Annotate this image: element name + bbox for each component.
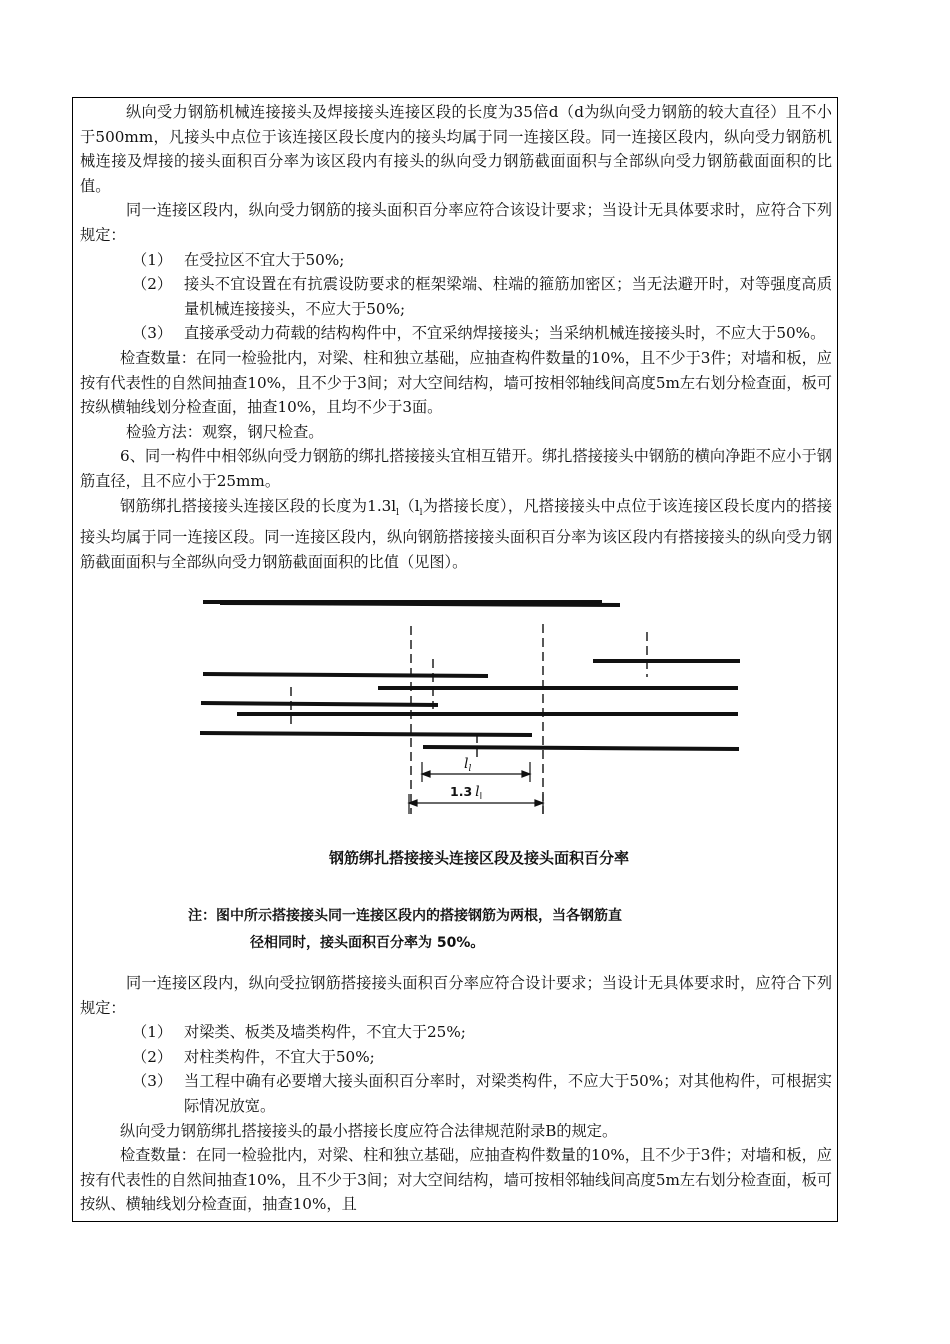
arrow-head	[535, 800, 543, 806]
list-item: （1） 对梁类、板类及墙类构件，不宜大于25%;	[132, 1023, 466, 1042]
document-body-continued	[80, 971, 832, 1217]
rebar-line	[201, 703, 438, 705]
document-body	[80, 100, 832, 886]
rebar-line	[220, 603, 620, 605]
paragraph-min-lap-length: 纵向受力钢筋绑扎搭接接头的最小搭接长度应符合法律规范附录B的规定。	[120, 1121, 618, 1140]
paragraph-lap-splice: 6、同一构件中相邻纵向受力钢筋的绑扎搭接接头宜相互错开。绑扎搭接接头中钢筋的横向净距不应小于钢筋直径，且不应小于25mm。	[80, 447, 832, 490]
list-item: （3） 直接承受动力荷载的结构构件中，不宜采纳焊接接头；当采纳机械连接接头时，不应大于50%。	[132, 324, 826, 343]
dim-label-ll: $l_l$	[464, 756, 472, 775]
paragraph-joint-percentage: 同一连接区段内，纵向受力钢筋的接头面积百分率应符合该设计要求；当设计无具体要求时，应符合下列规定：	[80, 201, 832, 244]
list-item: （3） 当工程中确有必要增大接头面积百分率时，对梁类构件，不应大于50%；对其他构件，可根据实际情况放宽。	[132, 1072, 832, 1115]
rebar-line	[200, 733, 532, 735]
paragraph-tension-splice: 同一连接区段内，纵向受拉钢筋搭接接头面积百分率应符合设计要求；当设计无具体要求时，应符合下列规定：	[80, 974, 832, 1017]
paragraph-inspection-quantity: 检查数量：在同一检验批内，对梁、柱和独立基础，应抽查构件数量的10%，且不少于3件；对墙和板，应按有代表性的自然间抽查10%，且不少于3间；对大空间结构，墙可按相邻轴线间高度5m左右划分检查面，板可按纵横轴线划分检查面，抽查10%，且均不少于3面。	[80, 348, 832, 417]
figure-note-line-2: 径相同时，接头面积百分率为 50%。	[250, 935, 485, 951]
rebar-line	[203, 674, 488, 676]
frame-bottom-rule	[72, 1221, 838, 1222]
paragraph-lap-zone: 钢筋绑扎搭接接头连接区段的长度为$1.3l_l(l_l$为搭接长度），凡搭接接头中点位于该连接区段长度内的搭接接头均属于同一连接区段。同一连接区段内，纵向钢筋搭接接头面积百分率为该区段内有搭接接头的纵向受力钢筋截面面积与全部纵向受力钢筋截面面积的比值（见图）。	[80, 496, 833, 571]
lap-splice-figure	[80, 574, 832, 886]
rule-list-2	[80, 1020, 832, 1118]
rule-list-1	[80, 248, 832, 346]
list-item: （2） 接头不宜设置在有抗震设防要求的框架梁端、柱端的箍筋加密区；当无法避开时，对等强度高质量机械连接接头，不应大于50%;	[132, 275, 832, 318]
arrow-head	[522, 771, 530, 777]
list-item: （2） 对柱类构件，不宜大于50%;	[132, 1047, 375, 1066]
dim-label-1-3ll: 1.3 $l_l$	[450, 784, 483, 803]
arrow-head	[409, 800, 417, 806]
list-item: （1） 在受拉区不宜大于50%;	[132, 250, 345, 269]
lap-splice-diagram	[80, 574, 832, 886]
rebar-line	[423, 747, 739, 749]
paragraph-mechanical-joint: 纵向受力钢筋机械连接接头及焊接接头连接区段的长度为35倍d（d为纵向受力钢筋的较大直径）且不小于500mm，凡接头中点位于该连接区段长度内的接头均属于同一连接区段。同一连接区段内，纵向受力钢筋机械连接及焊接的接头面积百分率为该区段内有接头的纵向受力钢筋截面面积与全部纵向受力钢筋截面面积的比值。	[80, 103, 832, 195]
arrow-head	[422, 771, 430, 777]
figure-note-line-1: 注：图中所示搭接接头同一连接区段内的搭接钢筋为两根，当各钢筋直	[188, 908, 622, 924]
paragraph-inspection-quantity-2: 检查数量：在同一检验批内，对梁、柱和独立基础，应抽查构件数量的10%，且不少于3件；对墙和板，应按有代表性的自然间抽查10%，且不少于3间；对大空间结构，墙可按相邻轴线间高度5m左右划分检查面，板可按纵、横轴线划分检查面，抽查10%，且	[80, 1146, 832, 1214]
figure-caption: 钢筋绑扎搭接接头连接区段及接头面积百分率	[329, 849, 630, 868]
paragraph-inspection-method: 检验方法：观察，钢尺检查。	[126, 422, 324, 441]
